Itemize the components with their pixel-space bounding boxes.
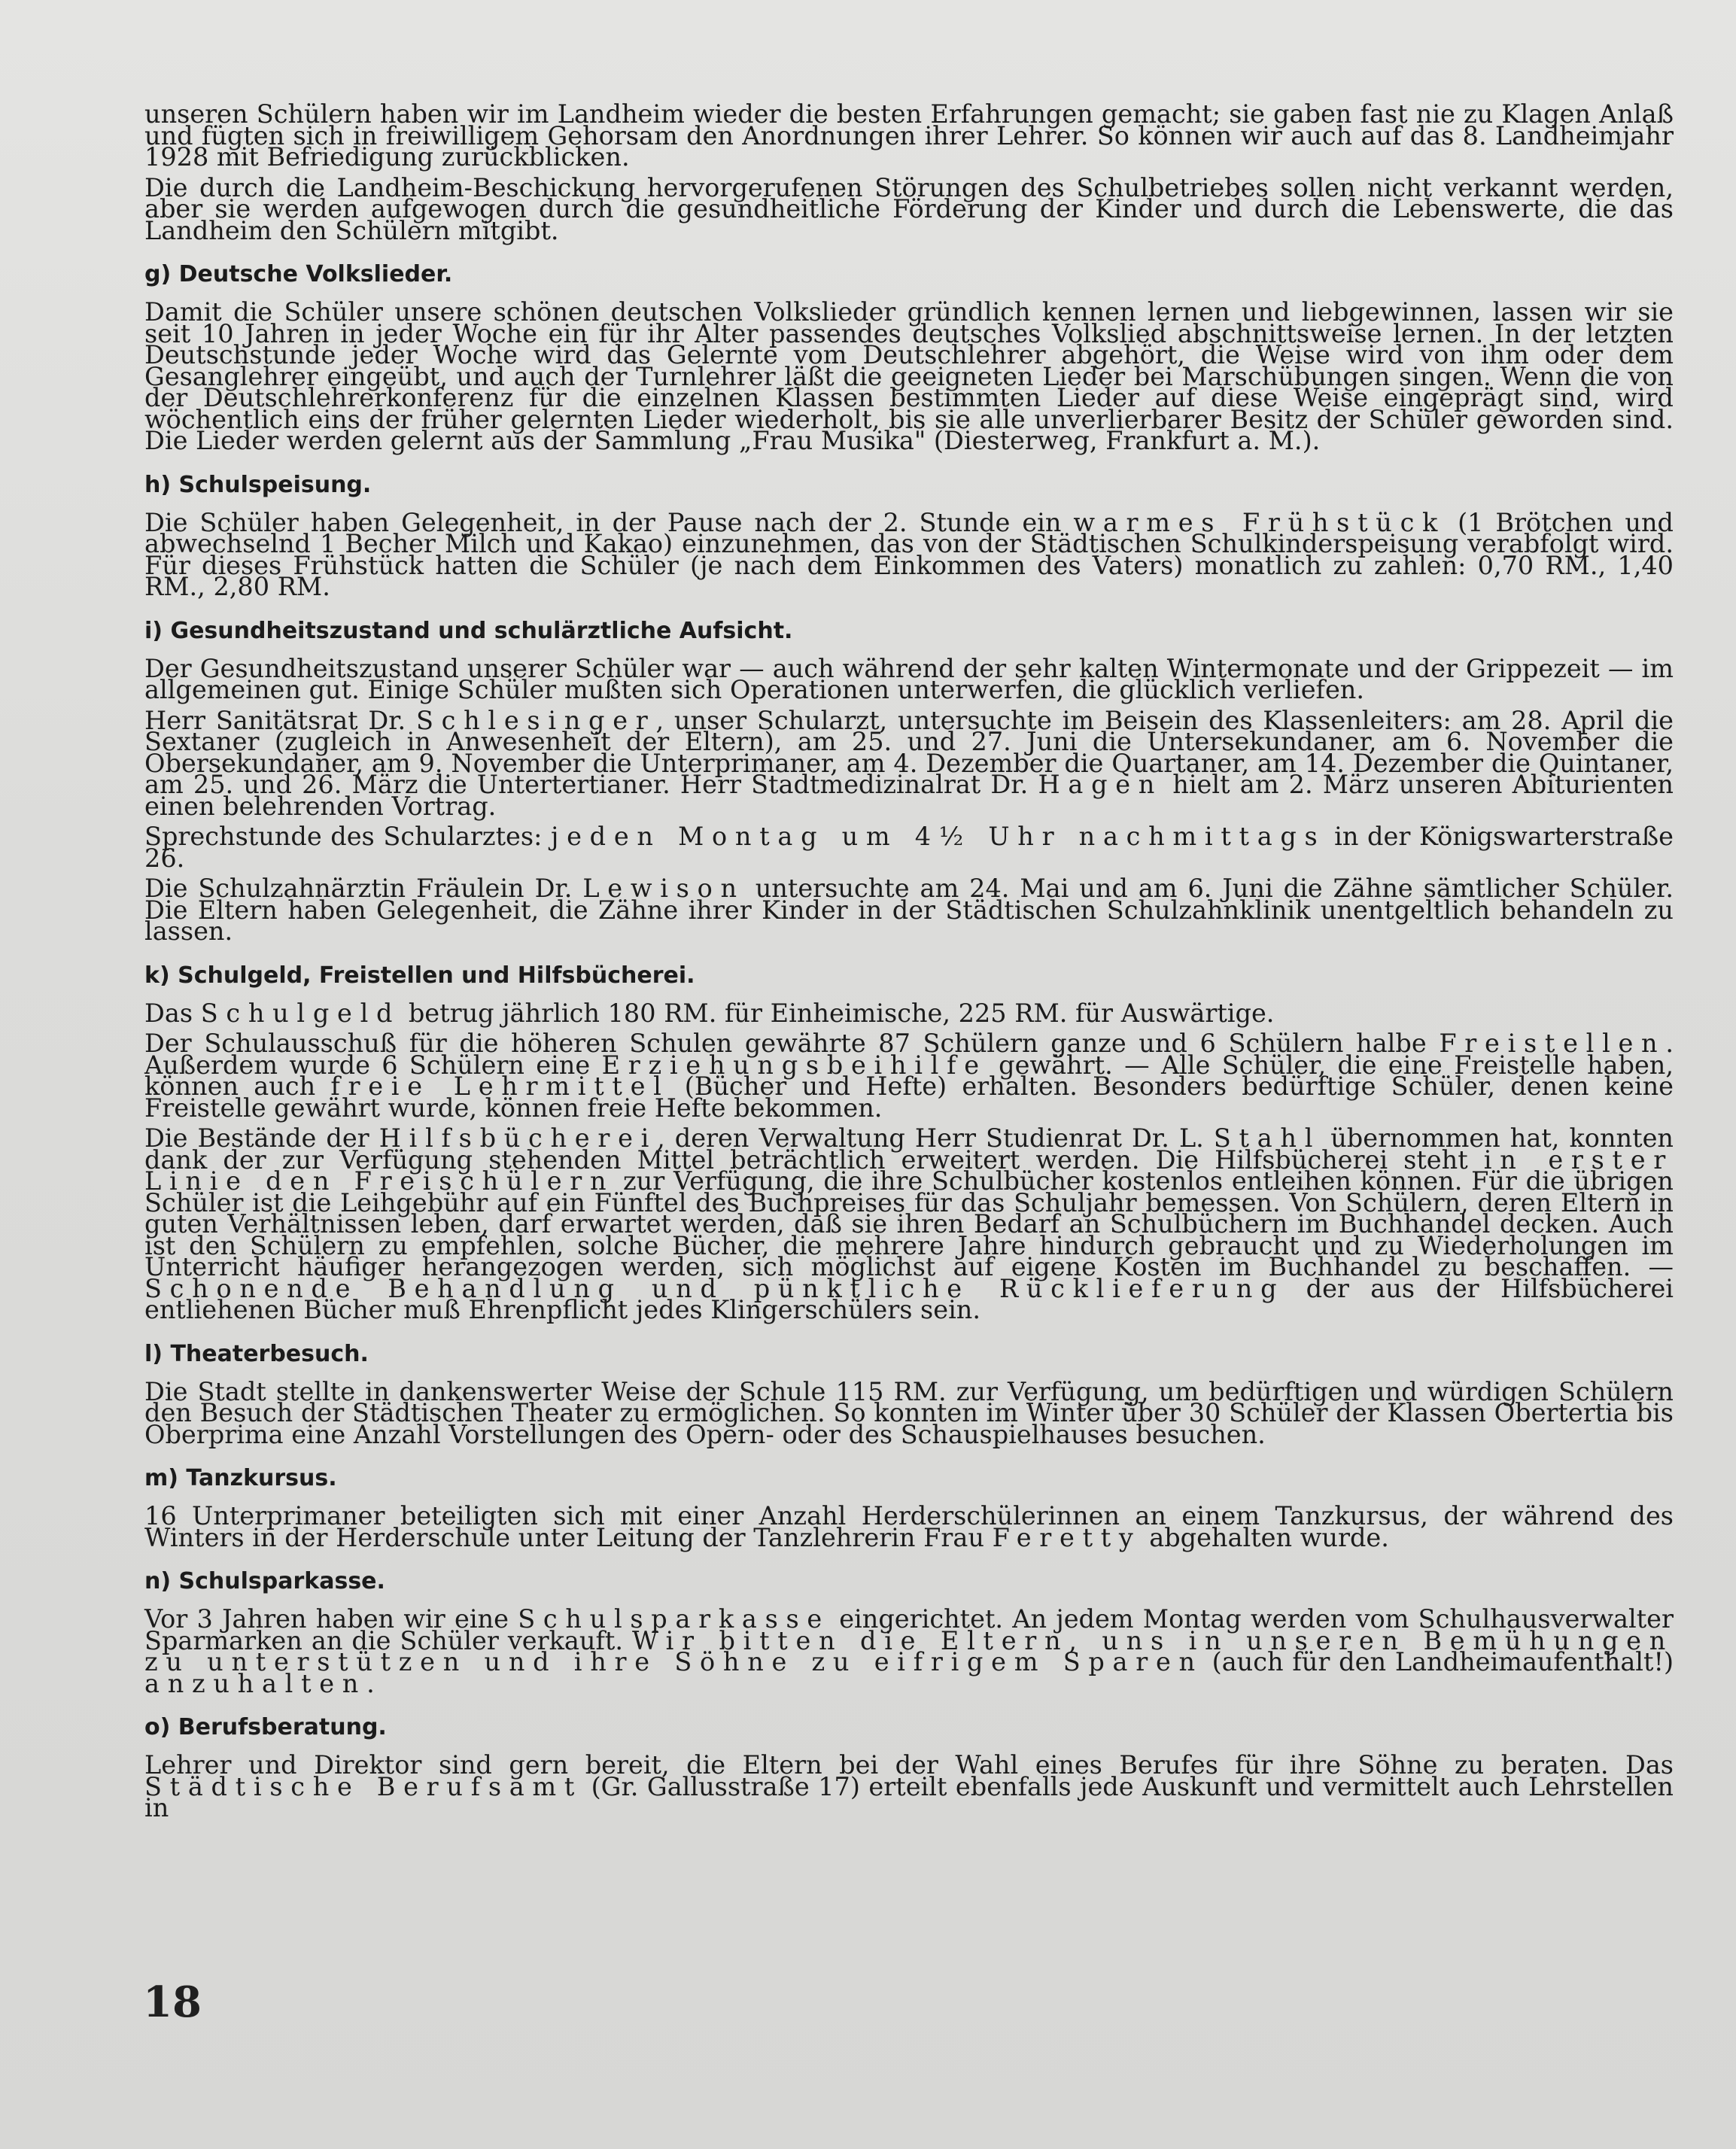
spaced-emphasis: Stahl xyxy=(1213,1123,1321,1153)
section-heading-h: h) Schulspeisung. xyxy=(144,471,372,498)
section-k-paragraph-3: Die Bestände der Hilfsbücherei, deren Verwaltung Herr Studienrat Dr. L. Stahl übernommen hat, konnten dank der zur Verfügung stehenden Mittel beträchtlich erweitert werden. Die Hilfsbücherei steht in erster Linie den Freischülern zur Verfügung, die ihre Schulbücher kostenlos entleihen können. Für die übrigen Schüler ist die Leihgebühr auf ein Fünftel des Buchpreises für das Schuljahr bemessen. Von Schülern, deren Eltern in guten Verhältnissen leben, darf erwartet werden, daß sie ihren Bedarf an Schulbüchern im Buchhandel decken. Auch ist den Schülern zu empfehlen, solche Bücher, die mehrere Jahre hindurch gebraucht und zu Wiederholungen im Unterricht häufiger herangezogen werden, sich möglichst auf eigene Kosten im Buchhandel zu beschaffen. — Schonende Behandlung und pünktliche Rücklieferung der aus der Hilfsbücherei entliehenen Bücher muß Ehrenpflicht jedes Klingerschülers sein. xyxy=(144,1123,1674,1324)
section-heading-l: l) Theaterbesuch. xyxy=(144,1340,369,1367)
spaced-emphasis: Städtische Berufsamt xyxy=(144,1771,583,1801)
spaced-emphasis: Hilfsbücherei xyxy=(379,1123,658,1153)
section-heading-g: g) Deutsche Volkslieder. xyxy=(144,261,453,287)
section-i-paragraph-1: Der Gesundheitszustand unserer Schüler war — auch während der sehr kalten Wintermonate und der Grippezeit — im allgemeinen gut. Einige Schüler mußten sich Operationen unterwerfen, die glücklich verliefen. xyxy=(144,653,1674,704)
spaced-emphasis: jeden Montag um 4½ Uhr nachmittags xyxy=(551,822,1326,851)
spaced-emphasis: Erziehungsbeihilfe xyxy=(601,1050,987,1080)
intro-paragraph-1: unseren Schülern haben wir im Landheim wieder die besten Erfahrungen gemacht; sie gaben fast nie zu Klagen Anlaß und fügten sich in freiwilligem Gehorsam den Anordnungen ihrer Lehrer. So können wir auch auf das 8. Landheimjahr 1928 mit Befriedigung zurückblicken. xyxy=(144,99,1674,172)
page-number: 18 xyxy=(143,1977,202,2027)
spaced-emphasis: Schulgeld xyxy=(200,998,401,1028)
section-h-paragraph: Die Schüler haben Gelegenheit, in der Pause nach der 2. Stunde ein warmes Frühstück (1 Brötchen und abwechselnd 1 Becher Milch und Kakao) einzunehmen, das von der Städtischen Schulkinderspeisung verabfolgt wird. Für dieses Frühstück hatten die Schüler (je nach dem Einkommen des Vaters) monatlich zu zahlen: 0,70 RM., 1,40 RM., 2,80 RM. xyxy=(144,507,1674,601)
section-m-paragraph: 16 Unterprimaner beteiligten sich mit einer Anzahl Herderschülerinnen an einem Tanzkursus, der während des Winters in der Herderschule unter Leitung der Tanzlehrerin Frau Feretty abgehalten wurde. xyxy=(144,1501,1674,1552)
spaced-emphasis: Schulsparkasse xyxy=(518,1604,830,1634)
section-k-paragraph-1: Das Schulgeld betrug jährlich 180 RM. für Einheimische, 225 RM. für Auswärtige. xyxy=(144,998,1275,1028)
spaced-emphasis: Freistellen xyxy=(1439,1029,1666,1058)
spaced-emphasis: in erster Linie den Freischülern xyxy=(144,1144,1674,1196)
spaced-emphasis: Hagen xyxy=(1038,770,1163,799)
spaced-emphasis: Schonende Behandlung und pünktliche Rücklieferung xyxy=(144,1273,1285,1303)
spaced-emphasis: anzuhalten. xyxy=(144,1668,383,1698)
spaced-emphasis: warmes Frühstück xyxy=(1073,507,1446,537)
section-g-paragraph: Damit die Schüler unsere schönen deutschen Volkslieder gründlich kennen lernen und liebgewinnen, lassen wir sie seit 10 Jahren in jeder Woche ein für ihr Alter passendes deutsches Volkslied abschnittsweise lernen. In der letzten Deutschstunde jeder Woche wird das Gelernte vom Deutschlehrer abgehört, die Weise wird von ihm oder dem Gesanglehrer eingeübt, und auch der Turnlehrer läßt die geeigneten Lieder bei Marschübungen singen. Wenn die von der Deutschlehrerkonferenz für die einzelnen Klassen bestimmten Lieder auf diese Weise eingeprägt sind, wird wöchentlich eins der früher gelernten Lieder wiederholt, bis sie alle unverlierbarer Besitz der Schüler geworden sind. Die Lieder werden gelernt aus der Sammlung „Frau Musika" (Diesterweg, Frankfurt a. M.). xyxy=(144,297,1674,455)
section-heading-n: n) Schulsparkasse. xyxy=(144,1568,385,1594)
section-o-paragraph: Lehrer und Direktor sind gern bereit, die Eltern bei der Wahl eines Berufes für ihre Söhne zu beraten. Das Städtische Berufsamt (Gr. Gallusstraße 17) erteilt ebenfalls jede Auskunft und vermittelt auch Lehrstellen in xyxy=(144,1750,1674,1822)
section-heading-o: o) Berufsberatung. xyxy=(144,1714,387,1740)
spaced-emphasis: Schlesinger xyxy=(415,705,656,735)
section-k-paragraph-2: Der Schulausschuß für die höheren Schulen gewährte 87 Schülern ganze und 6 Schülern halbe Freistellen. Außerdem wurde 6 Schülern eine Erziehungsbeihilfe gewährt. — Alle Schüler, die eine Freistelle haben, können auch freie Lehrmittel (Bücher und Hefte) erhalten. Besonders bedürftige Schüler, denen keine Freistelle gewährt wurde, können freie Hefte bekommen. xyxy=(144,1029,1674,1123)
section-heading-k: k) Schulgeld, Freistellen und Hilfsbücherei. xyxy=(144,962,695,989)
page-content xyxy=(144,99,1674,1828)
spaced-emphasis: Feretty xyxy=(992,1522,1142,1552)
section-heading-i: i) Gesundheitszustand und schulärztliche Aufsicht. xyxy=(144,617,793,644)
section-l-paragraph: Die Stadt stellte in dankenswerter Weise der Schule 115 RM. zur Verfügung, um bedürftigen und würdigen Schülern den Besuch der Städtischen Theater zu ermöglichen. So konnten im Winter über 30 Schüler der Klassen Obertertia bis Oberprima eine Anzahl Vorstellungen des Opern- oder des Schauspielhauses besuchen. xyxy=(144,1376,1674,1449)
spaced-emphasis: Lewison xyxy=(582,874,745,903)
section-i-paragraph-3: Sprechstunde des Schularztes: jeden Montag um 4½ Uhr nachmittags in der Königswarterstraße 26. xyxy=(144,822,1674,873)
section-i-paragraph-4: Die Schulzahnärztin Fräulein Dr. Lewison untersuchte am 24. Mai und am 6. Juni die Zähne sämtlicher Schüler. Die Eltern haben Gelegenheit, die Zähne ihrer Kinder in der Städtischen Schulzahnklinik unentgeltlich behandeln zu lassen. xyxy=(144,874,1674,946)
intro-paragraph-2: Die durch die Landheim-Beschickung hervorgerufenen Störungen des Schulbetriebes sollen nicht verkannt werden, aber sie werden aufgewogen durch die gesundheitliche Förderung der Kinder und durch die Lebenswerte, die das Landheim den Schülern mitgibt. xyxy=(144,172,1674,245)
section-n-paragraph: Vor 3 Jahren haben wir eine Schulsparkasse eingerichtet. An jedem Montag werden vom Schulhausverwalter Sparmarken an die Schüler verkauft. Wir bitten die Eltern, uns in unseren Bemühungen zu unterstützen und ihre Söhne zu eifrigem Sparen (auch für den Landheimaufenthalt!) anzuhalten. xyxy=(144,1604,1674,1698)
spaced-emphasis: freie Lehrmittel xyxy=(330,1071,670,1101)
section-heading-m: m) Tanzkursus. xyxy=(144,1465,337,1491)
spaced-emphasis: Wir bitten die Eltern, uns in unseren Bemühungen zu unterstützen und ihre Söhne zu eifrigem Sparen xyxy=(144,1625,1674,1676)
section-i-paragraph-2: Herr Sanitätsrat Dr. Schlesinger, unser Schularzt, untersuchte im Beisein des Klassenleiters: am 28. April die Sextaner (zugleich in Anwesenheit der Eltern), am 25. und 27. Juni die Untersekundaner, am 6. November die Obersekundaner, am 9. November die Unterprimaner, am 4. Dezember die Quartaner, am 14. Dezember die Quintaner, am 25. und 26. März die Untertertianer. Herr Stadtmedizinalrat Dr. Hagen hielt am 2. März unseren Abiturienten einen belehrenden Vortrag. xyxy=(144,705,1674,821)
